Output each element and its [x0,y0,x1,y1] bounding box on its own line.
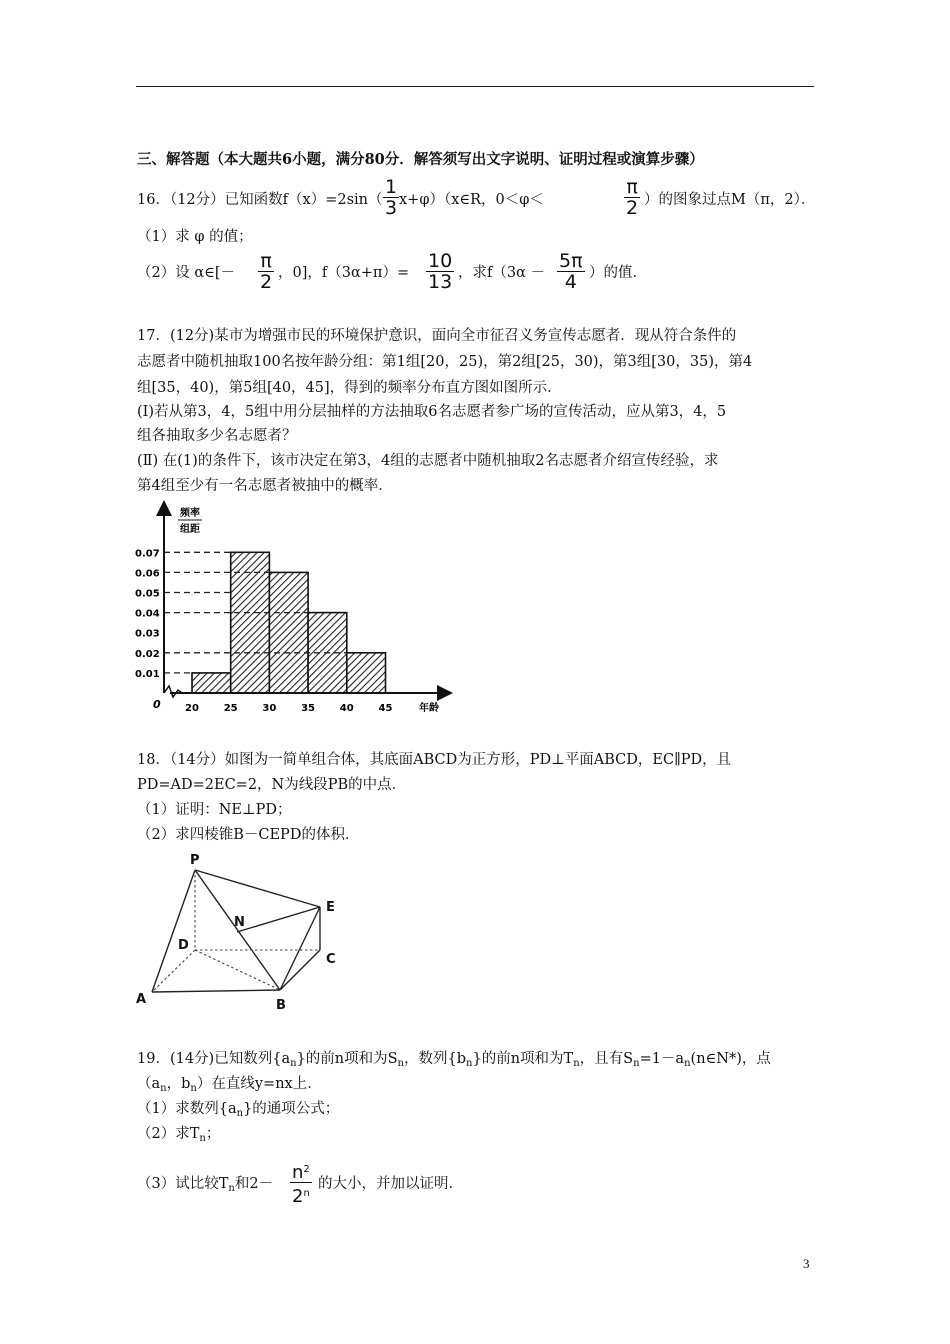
frac-num-exp: 2 [303,1164,310,1175]
q16-frac3-den: 2 [260,271,273,293]
label-N: N [234,915,245,930]
q16-frac2-num: π [626,176,638,198]
q16-prefix: 16．（12分）已知函数f（x）=2sin（ [137,192,383,208]
edge-DA-hidden [152,950,195,992]
q19-text: （3）试比较T [137,1176,229,1192]
q16-part-2b: ，0]，f（3α+π）= [278,265,410,281]
q19-line-2 [137,1074,322,1099]
y-tick-label: 0.04 [135,608,160,620]
q19-text: }的前n项和为S [296,1051,398,1067]
x-tick-label: 40 [339,703,354,714]
q16-fraction-10-13 [426,252,454,292]
q17-line-7: 第4组至少有一名志愿者被抽中的概率． [137,478,393,494]
q19-text: }的通项公式； [243,1101,340,1117]
q16-part-2a: （2）设 α∈[－ [137,265,236,281]
subscript: n [160,1083,167,1094]
x-tick-label: 45 [378,703,393,714]
label-A: A [136,992,147,1007]
q16-suffix: ）的图象过点M（π，2）． [644,192,816,208]
q18-line-1: 18．（14分）如图为一简单组合体，其底面ABCD为正方形，PD⊥平面ABCD，EC∥PD，且 [137,752,732,768]
q18-part-1: （1）证明：NE⊥PD； [137,802,292,818]
x-tick-label: 25 [223,703,238,714]
q19-text: （2）求T [137,1126,200,1142]
y-tick-label: 0.01 [135,668,160,680]
q17-line-5: 组各抽取多少名志愿者？ [137,428,297,444]
x-tick-label: 20 [185,703,199,714]
q19-line-1 [137,1049,771,1074]
y-tick-label: 0.02 [135,648,160,660]
q16-part-1: （1）求 φ 的值； [137,229,253,245]
q17-line-1: 17．(12分)某市为增强市民的环境保护意识，面向全市征召义务宣传志愿者．现从符合条件的 [137,328,737,344]
segment-NE [237,907,320,932]
q17-line-3: 组[35，40)，第5组[40，45]，得到的频率分布直方图如图所示． [137,380,562,396]
section-title: 三、解答题（本大题共6小题，满分80分．解答须写出文字说明、证明过程或演算步骤） [137,151,704,168]
frac-num-base: n [292,1162,304,1183]
q19-text: ，数列{b [404,1051,467,1067]
edge-BE [280,907,320,990]
subscript: n [573,1058,580,1069]
axis-break-icon [164,686,182,697]
q16-frac3-num: π [260,250,272,272]
subscript: n [199,1133,206,1144]
y-label-top: 频率 [180,508,200,519]
q19-text: （1）求数列{a [137,1101,237,1117]
x-tick-label: 35 [301,703,316,714]
q19-part-1 [137,1099,339,1124]
q18-part-2: （2）求四棱锥B－CEPD的体积． [137,827,360,843]
q19-text: }的前n项和为T [472,1051,574,1067]
solid-geometry-figure [130,845,350,1020]
q19-part-3a [137,1174,273,1199]
q19-text: 19．(14分)已知数列{a [137,1051,291,1067]
q16-frac1-num: 1 [385,176,398,198]
q16-fraction-pi-2 [624,178,640,218]
label-C: C [326,952,336,967]
q17-line-2: 志愿者中随机抽取100名按年龄分组：第1组[20，25)，第2组[25，30)，第3组[30，35)，第4 [137,354,753,370]
q16-frac4-num: 10 [428,250,453,272]
histogram-bar-30-35 [269,572,308,693]
histogram-bar-20-25 [192,673,231,693]
q19-text: ； [205,1126,221,1142]
subscript: n [466,1058,473,1069]
q19-text: （a [137,1076,161,1092]
q16-frac1-den: 3 [385,197,398,219]
label-D: D [178,938,189,953]
y-tick-label: 0.07 [135,548,160,560]
edge-PB [195,870,280,990]
subscript: n [684,1058,691,1069]
histogram-bar-25-30 [231,552,270,693]
header-rule [136,86,814,87]
q16-frac5-den: 4 [557,271,585,292]
q19-text: ，且有S [579,1051,634,1067]
label-P: P [190,853,200,868]
q19-fraction-n2-over-2n [290,1160,312,1206]
frac-num [290,1160,312,1182]
subscript: n [397,1058,404,1069]
frequency-histogram [125,500,465,725]
q16-mid: x+φ）（x∈R，0＜φ＜ [399,192,544,208]
subscript: n [633,1058,640,1069]
y-label-bottom: 组距 [180,524,200,535]
x-tick-label: 30 [262,703,277,714]
y-tick-label: 0.06 [135,568,160,580]
q19-text: ）在直线y=nx上． [196,1076,322,1092]
q17-line-6: (Ⅱ) 在(1)的条件下，该市决定在第3，4组的志愿者中随机抽取2名志愿者介绍宣传经验，求 [137,453,719,469]
q17-line-4: (Ⅰ)若从第3，4，5组中用分层抽样的方法抽取6名志愿者参广场的宣传活动，应从第3，4，5 [137,404,727,420]
q19-part-3c: 的大小，并加以证明． [318,1176,463,1192]
edge-PE [195,870,320,907]
frac-den [290,1182,312,1206]
q16-frac4-den: 13 [428,271,453,293]
edge-AB [152,990,280,992]
q19-text: ，b [166,1076,191,1092]
origin-label: 0 [153,698,161,711]
y-tick-label: 0.03 [135,628,160,640]
page-number: 3 [803,1256,810,1271]
q16-frac5-num: 5π [559,250,583,272]
subscript: n [236,1108,244,1119]
edge-DB-hidden [195,950,280,990]
q16-part-2d: ）的值. [589,265,638,281]
q16-fraction-1-3 [383,178,399,218]
q16-fraction-pi-2b [258,252,274,292]
subscript: n [290,1058,297,1069]
q18-line-2: PD=AD=2EC=2，N为线段PB的中点． [137,777,407,793]
edge-BC [280,950,320,990]
q16-part-2c: ，求f（3α － [458,265,545,281]
frac-den-exp: n [303,1188,310,1199]
label-B: B [276,998,286,1013]
subscript: n [190,1083,197,1094]
q19-text: 和2－ [234,1176,274,1192]
q19-text: (n∈N*)，点 [690,1051,771,1067]
subscript: n [228,1183,235,1194]
frac-den-base: 2 [292,1186,304,1207]
y-tick-label: 0.05 [135,588,160,600]
edge-PA [152,870,195,992]
q19-part-2 [137,1124,220,1149]
x-axis-label: 年龄 [419,703,439,714]
q16-fraction-5pi-4 [557,252,585,292]
label-E: E [326,900,335,915]
q16-frac2-den: 2 [626,197,639,219]
q19-text: =1－a [639,1051,685,1067]
histogram-bar-40-45 [347,653,386,693]
